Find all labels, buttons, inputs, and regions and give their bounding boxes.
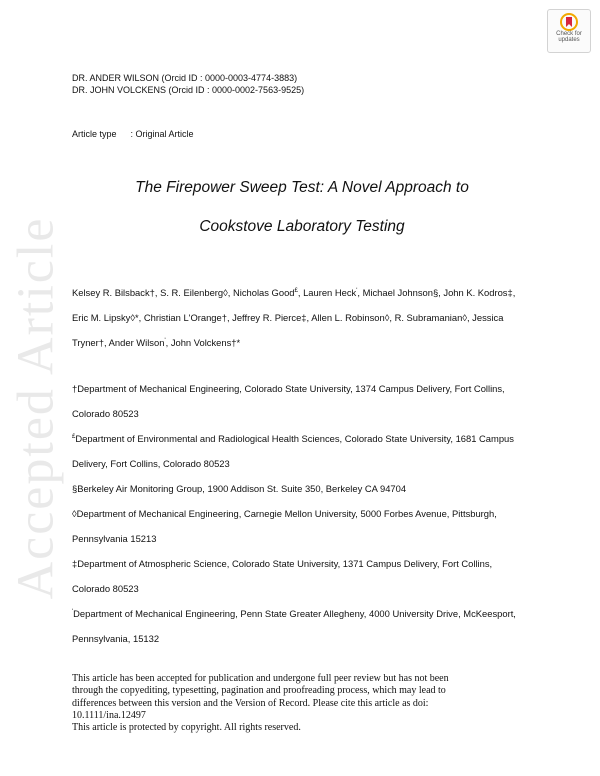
check-for-updates-badge[interactable] [547, 9, 591, 53]
affiliation-text: Department of Mechanical Engineering, Carnegie Mellon University, 5000 Forbes Avenue, Pittsburgh, Pennsylvania 15213 [72, 508, 497, 544]
affiliation [72, 426, 532, 476]
affiliation-mark: † [221, 312, 227, 323]
affiliation-mark: †* [231, 337, 241, 348]
author [363, 287, 439, 298]
author-name: Eric M. Lipsky [72, 312, 131, 323]
affiliation-mark: ‡ [301, 312, 307, 323]
affiliation [72, 551, 532, 601]
affiliation-text: Department of Mechanical Engineering, Penn State Greater Allegheny, 4000 University Drive, McKeesport, Pennsylvania, 15132 [72, 608, 516, 644]
affiliation-mark: ‡ [507, 287, 513, 298]
affiliation-mark: § [432, 287, 439, 298]
notice-line: through the copyediting, typesetting, pagination and proofreading process, which may lead to [72, 685, 446, 697]
affiliation-text: Department of Environmental and Radiological Health Sciences, Colorado State University, 1681 Campus Delivery, Fort Collins, Colorado 80523 [72, 433, 514, 469]
author-list: Kelsey R. Bilsback†, S. R. Eilenberg◊, Nicholas Good£, Lauren Heck$^ʹ$, Michael Johnson§, John K. Kodros‡, Eric M. Lipsky◊*, Christian L'Orange†, Jeffrey R. Pierce‡, Allen L. Robinson◊, R. Subramanian◊, Jessica Tryner†, Ander Wilson$^ʹ$, John Volckens†* [72, 287, 516, 348]
author-name: John K. Kodros [443, 287, 508, 298]
affiliation-mark: £ [72, 433, 76, 440]
author [303, 287, 357, 298]
affiliation-mark: ʹ [72, 608, 74, 615]
acceptance-notice [72, 673, 542, 734]
title-line-2: Cookstove Laboratory Testing [199, 218, 405, 235]
author-name: Jeffrey R. Pierce [232, 312, 302, 323]
bookmark-icon [560, 13, 578, 31]
article-type-label: Article type [72, 129, 117, 139]
author [160, 287, 228, 298]
affiliation [72, 501, 532, 551]
affiliation-text: Department of Mechanical Engineering, Colorado State University, 1374 Campus Delivery, Fort Collins, Colorado 80523 [72, 383, 505, 419]
affiliation-mark: ◊ [384, 312, 390, 323]
notice-doi: 10.1111/ina.12497 [72, 709, 146, 721]
paper-title [72, 168, 532, 246]
badge-line1: Check for [556, 31, 582, 37]
author-name: Allen L. Robinson [311, 312, 385, 323]
affiliation-mark: ◊ [223, 287, 228, 298]
author [72, 287, 155, 298]
affiliation-mark: ◊ [462, 312, 467, 323]
badge-line2: updates [558, 37, 580, 43]
affiliation-mark: ◊ [72, 508, 77, 519]
accepted-article-watermark [7, 88, 65, 728]
author-name: John Volckens [170, 337, 232, 348]
notice-line: differences between this version and the Version of Record. Please cite this article as doi: [72, 697, 429, 709]
author-name: Ander Wilson [108, 337, 165, 348]
editor-line: DR. ANDER WILSON (Orcid ID : 0000-0003-4774-3883) [72, 73, 298, 83]
affiliation-mark: ʹ [356, 287, 358, 294]
title-line-1: The Firepower Sweep Test: A Novel Approach to [135, 179, 469, 196]
author [72, 312, 139, 323]
article-type [72, 129, 194, 139]
author [109, 337, 166, 348]
author [232, 312, 306, 323]
author [144, 312, 227, 323]
affiliation-mark: ‡ [72, 558, 78, 569]
affiliation-list [72, 376, 532, 651]
affiliation [72, 376, 532, 426]
notice-line: This article has been accepted for publication and undergone full peer review but has not been [72, 673, 449, 684]
affiliation-mark: § [72, 483, 78, 494]
editor-line: DR. JOHN VOLCKENS (Orcid ID : 0000-0002-7563-9525) [72, 85, 305, 95]
affiliation-mark: † [149, 287, 155, 298]
author [171, 337, 240, 348]
affiliation-mark: ◊* [130, 312, 139, 323]
author [233, 287, 298, 298]
watermark-text: Accepted Article [7, 216, 65, 600]
author-name: S. R. Eilenberg [160, 287, 224, 298]
affiliation-text: Department of Atmospheric Science, Colorado State University, 1371 Campus Delivery, Fort Collins, Colorado 80523 [72, 558, 493, 594]
corresponding-editors [72, 72, 304, 96]
affiliation [72, 601, 532, 651]
author-name: Michael Johnson [362, 287, 433, 298]
author [443, 287, 512, 298]
author [395, 312, 467, 323]
affiliation-text: Berkeley Air Monitoring Group, 1900 Addison St. Suite 350, Berkeley CA 94704 [77, 483, 407, 494]
affiliation-mark: £ [294, 287, 298, 294]
notice-copyright: This article is protected by copyright. All rights reserved. [72, 722, 301, 734]
article-type-value: : Original Article [130, 129, 194, 139]
affiliation-mark: † [72, 383, 78, 394]
author [311, 312, 389, 323]
affiliation-mark: ʹ [164, 337, 166, 344]
author-name: Nicholas Good [233, 287, 295, 298]
affiliation [72, 476, 532, 501]
author-name: Kelsey R. Bilsback [72, 287, 150, 298]
author-name: Lauren Heck [303, 287, 357, 298]
author-name: R. Subramanian [394, 312, 463, 323]
author-name: Jessica Tryner [72, 312, 504, 348]
author-name: Christian L'Orange [143, 312, 222, 323]
affiliation-mark: † [98, 337, 104, 348]
